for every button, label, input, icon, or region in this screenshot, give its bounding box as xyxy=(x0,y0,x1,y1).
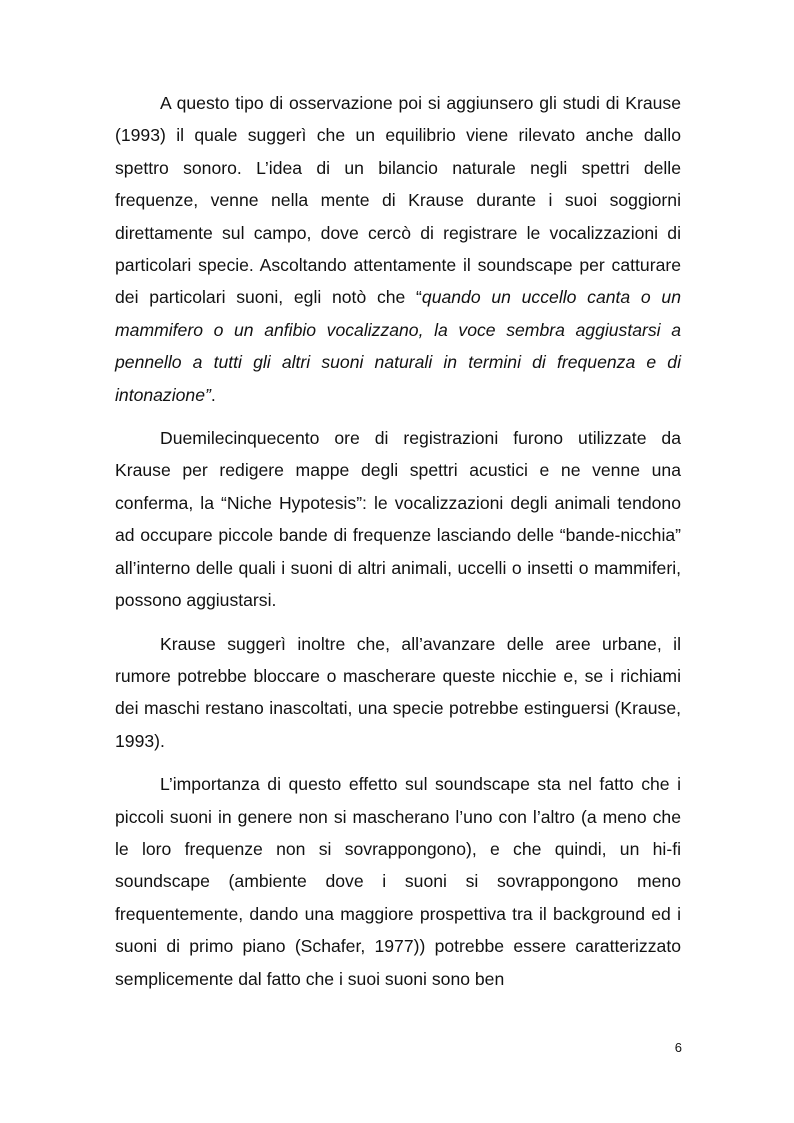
paragraph-1-quote: quando un uccello canta o un mammifero o un anfibio vocalizzano, la voce sembra aggiustarsi a pennello a tutti gli altri suoni naturali in termini di frequenza e di intonazione” xyxy=(115,287,681,405)
paragraph-1 xyxy=(115,87,681,411)
paragraph-4: L’importanza di questo effetto sul soundscape sta nel fatto che i piccoli suoni in genere non si mascherano l’uno con l’altro (a meno che le loro frequenze non si sovrappongono), e che quindi, un hi-fi soundscape (ambiente dove i suoni si sovrappongono meno frequentemente, dando una maggiore prospettiva tra il background ed i suoni di primo piano (Schafer, 1977)) potrebbe essere caratterizzato semplicemente dal fatto che i suoi suoni sono ben xyxy=(115,774,681,989)
body-text xyxy=(115,87,681,1006)
paragraph-3: Krause suggerì inoltre che, all’avanzare delle aree urbane, il rumore potrebbe bloccare o mascherare queste nicchie e, se i richiami dei maschi restano inascoltati, una specie potrebbe estinguersi (Krause, 1993). xyxy=(115,633,681,751)
page-number: 6 xyxy=(674,1040,682,1055)
paragraph-2: Duemilecinquecento ore di registrazioni furono utilizzate da Krause per redigere mappe degli spettri acustici e ne venne una conferma, la “Niche Hypotesis”: le vocalizzazioni degli animali tendono ad occupare piccole bande di frequenze lasciando delle “bande-nicchia” all’interno delle quali i suoni di altri animali, uccelli o insetti o mammiferi, possono aggiustarsi. xyxy=(115,428,681,611)
paragraph-1-text: A questo tipo di osservazione poi si aggiunsero gli studi di Krause (1993) il quale suggerì che un equilibrio viene rilevato anche dallo spettro sonoro. L’idea di un bilancio naturale negli spettri delle frequenze, venne nella mente di Krause durante i suoi soggiorni direttamente sul campo, dove cercò di registrare le vocalizzazioni di particolari specie. Ascoltando attentamente il soundscape per catturare dei particolari suoni, egli notò che “ xyxy=(115,93,681,308)
paragraph-1-end: . xyxy=(210,384,216,405)
